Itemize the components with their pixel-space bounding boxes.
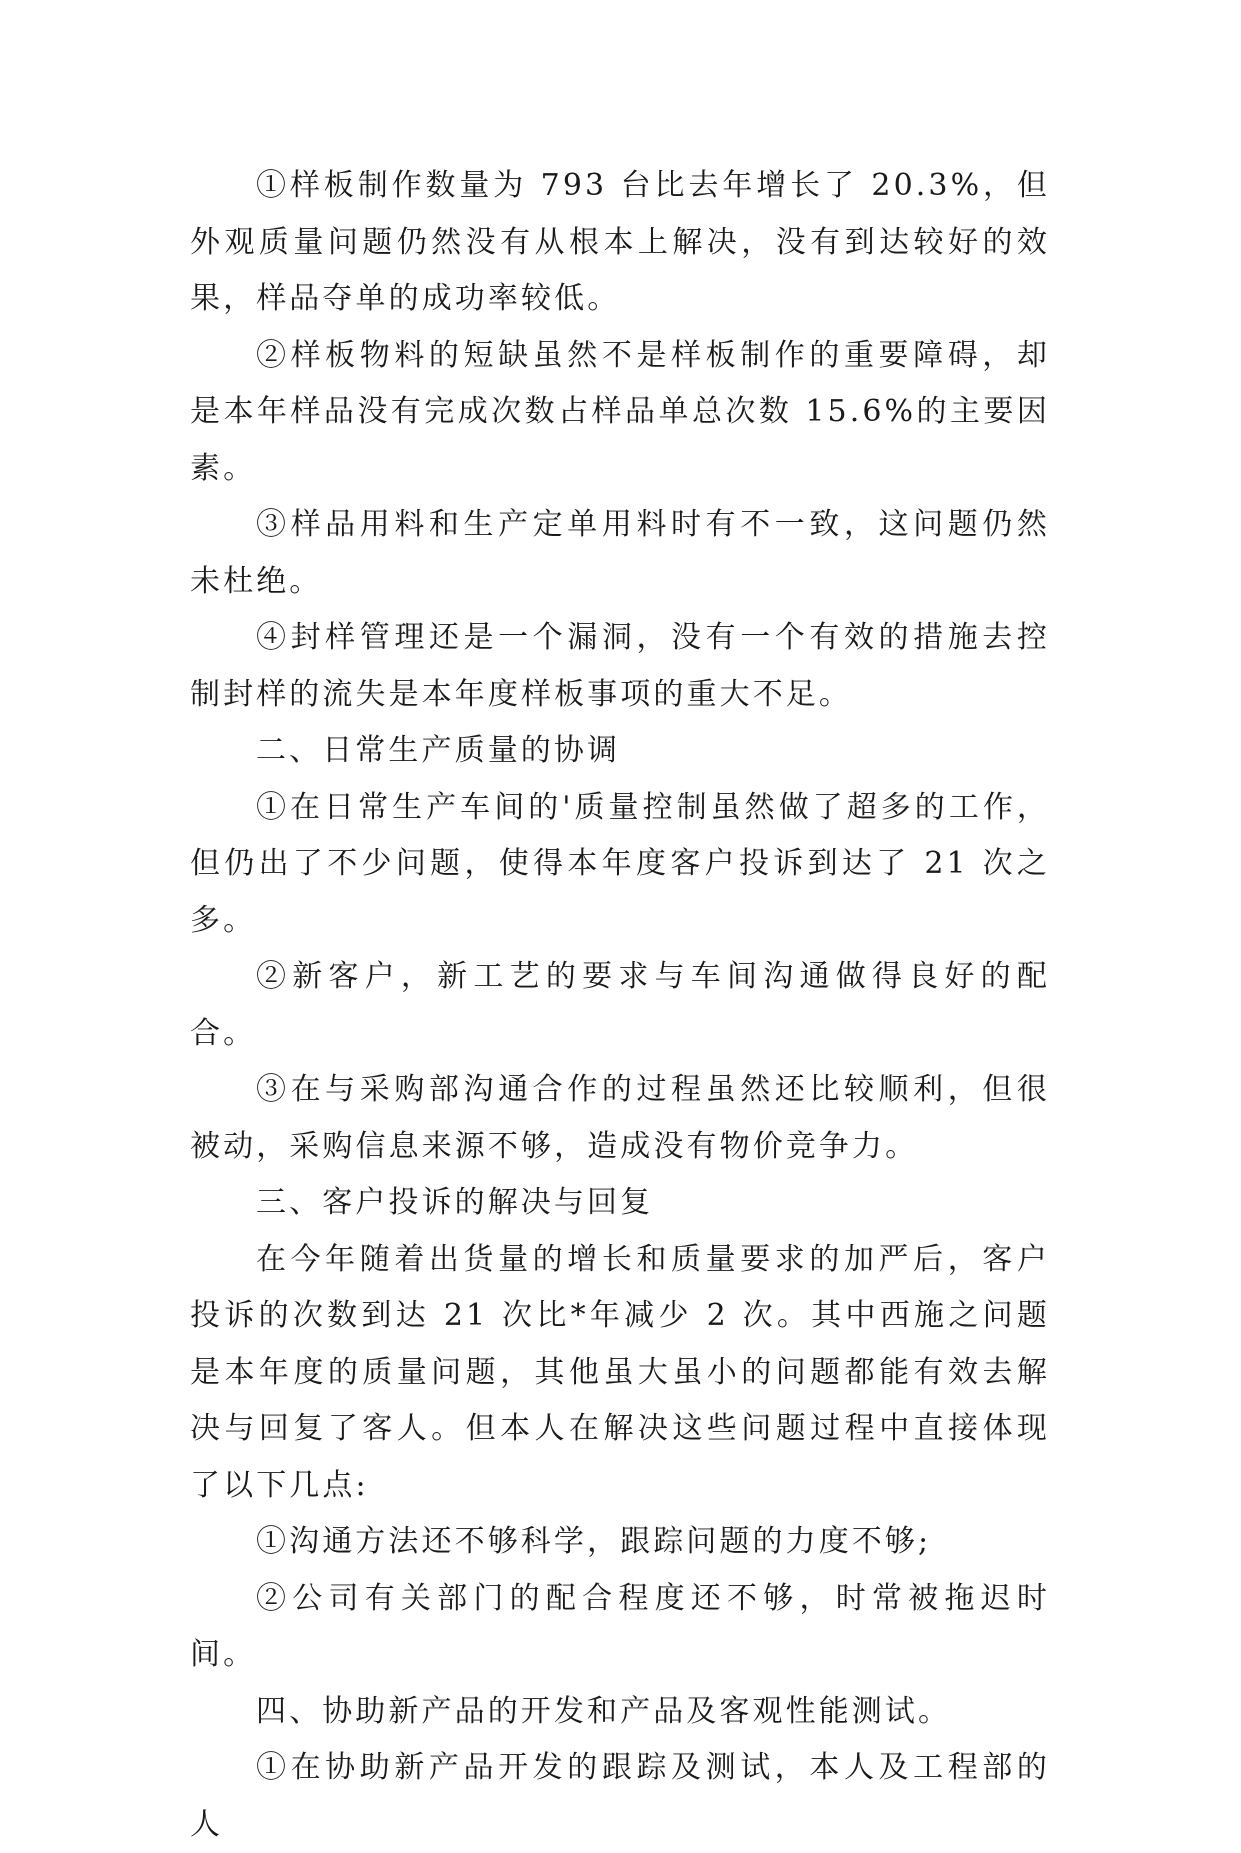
paragraph-new-customer: ②新客户，新工艺的要求与车间沟通做得良好的配合。 <box>190 959 1050 1051</box>
paragraph-purchasing: ③在与采购部沟通合作的过程虽然还比较顺利，但很被动，采购信息来源不够，造成没有物价竞争力。 <box>190 1072 1050 1164</box>
paragraph-communication: ①沟通方法还不够科学，跟踪问题的力度不够; <box>256 1524 932 1559</box>
paragraph-sealed-sample: ④封样管理还是一个漏洞，没有一个有效的措施去控制封样的流失是本年度样板事项的重大不足。 <box>190 620 1050 712</box>
paragraph-sample-quantity: ①样板制作数量为 793 台比去年增长了 20.3%，但外观质量问题仍然没有从根本上解决，没有到达较好的效果，样品夺单的成功率较低。 <box>190 168 1050 316</box>
paragraph-new-product-testing: ①在协助新产品开发的跟踪及测试，本人及工程部的人 <box>190 1750 1050 1842</box>
paragraph-workshop-quality: ①在日常生产车间的'质量控制虽然做了超多的工作，但仍出了不少问题，使得本年度客户投诉到达了 21 次之多。 <box>190 789 1050 938</box>
section-heading-new-product: 四、协助新产品的开发和产品及客观性能测试。 <box>256 1693 952 1729</box>
section-heading-production-quality: 二、日常生产质量的协调 <box>256 733 621 768</box>
document-page <box>190 158 1050 1853</box>
paragraph-material-mismatch: ③样品用料和生产定单用料时有不一致，这问题仍然未杜绝。 <box>190 507 1050 599</box>
paragraph-department-cooperation: ②公司有关部门的配合程度还不够，时常被拖迟时间。 <box>190 1580 1050 1672</box>
section-heading-customer-complaints: 三、客户投诉的解决与回复 <box>256 1185 654 1220</box>
paragraph-material-shortage: ②样板物料的短缺虽然不是样板制作的重要障碍，却是本年样品没有完成次数占样品单总次数 15.6%的主要因素。 <box>190 337 1050 486</box>
paragraph-complaints-summary: 在今年随着出货量的增长和质量要求的加严后，客户投诉的次数到达 21 次比*年减少 2 次。其中西施之问题是本年度的质量问题，其他虽大虽小的问题都能有效去解决与回复了客人。但本人在解决这些问题过程中直接体现了以下几点: <box>190 1241 1050 1503</box>
